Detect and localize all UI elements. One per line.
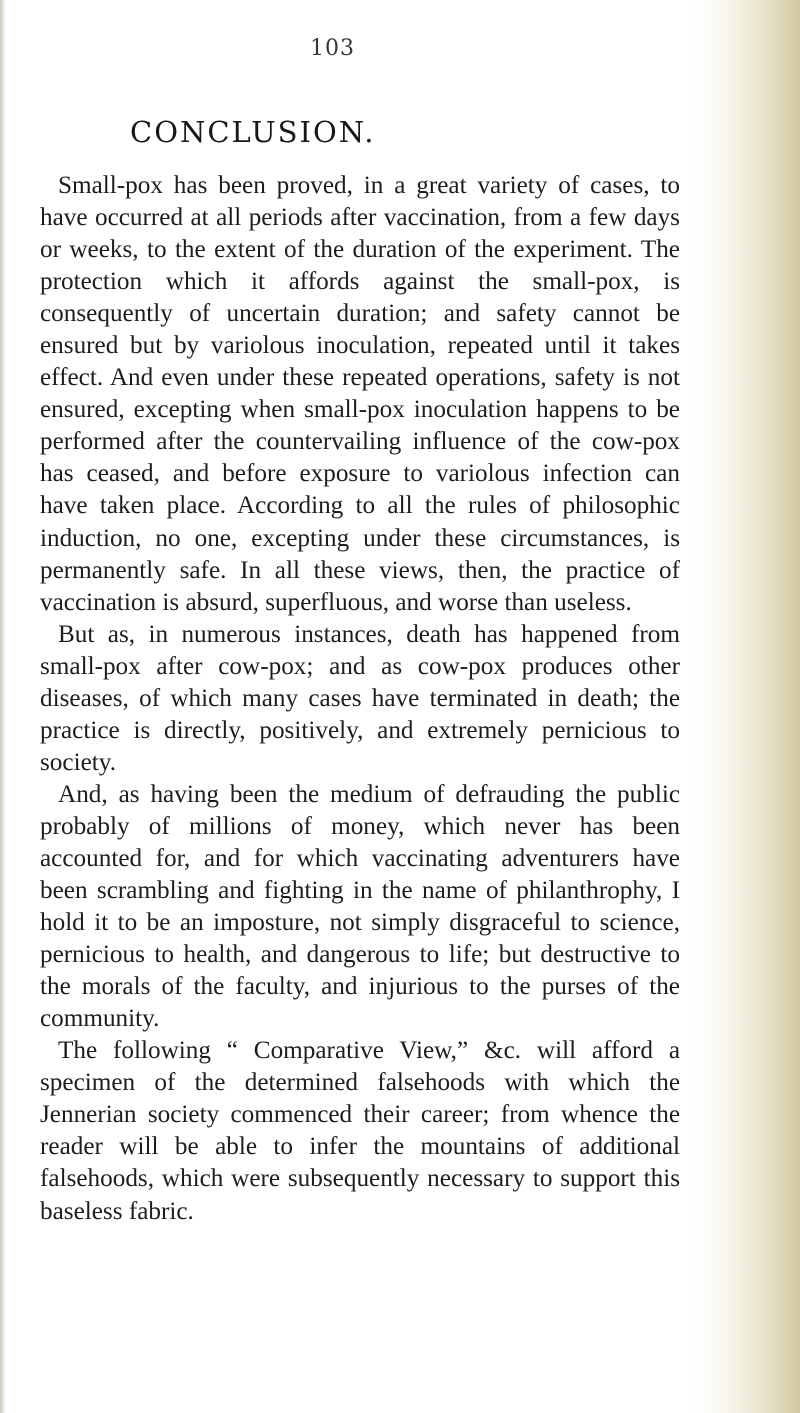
book-page [40, 0, 680, 1413]
paragraph: But as, in numerous instances, death has happened from small-pox after cow-pox; and as cow-pox produces other diseases, of which many cases have terminated in death; the practice is directly, positively, and extremely pernicious to society. [40, 620, 680, 776]
scan-edge-right [692, 0, 800, 1413]
paragraph: And, as having been the medium of defrauding the public probably of millions of money, which never has been accounted for, and for which vaccinating adventurers have been scrambling and fighting in the name of philanthrophy, I hold it to be an imposture, not simply disgraceful to science, pernicious to health, and dangerous to life; but destructive to the morals of the faculty, and injurious to the purses of the community. [40, 780, 680, 1033]
scan-edge-left [0, 0, 6, 1413]
page-heading: CONCLUSION. [130, 115, 376, 149]
paragraph: Small-pox has been proved, in a great variety of cases, to have occurred at all periods after vaccination, from a few days or weeks, to the extent of the duration of the experiment. The protection which it affords against the small-pox, is consequently of uncertain duration; and safety cannot be ensured but by variolous inoculation, repeated until it takes effect. And even under these repeated operations, safety is not ensured, excepting when small-pox inoculation happens to be performed after the countervailing influence of the cow-pox has ceased, and before exposure to variolous infection can have taken place. According to all the rules of philosophic induction, no one, excepting under these circumstances, is permanently safe. In all these views, then, the practice of vaccination is absurd, superfluous, and worse than useless. [40, 172, 680, 616]
page-number: 103 [310, 36, 355, 61]
body-text [40, 170, 680, 1228]
paragraph: The following “ Comparative View,” &c. will afford a specimen of the determined falsehoods with which the Jennerian society commenced their career; from whence the reader will be able to infer the mountains of additional falsehoods, which were subsequently necessary to support this baseless fabric. [40, 1037, 680, 1225]
